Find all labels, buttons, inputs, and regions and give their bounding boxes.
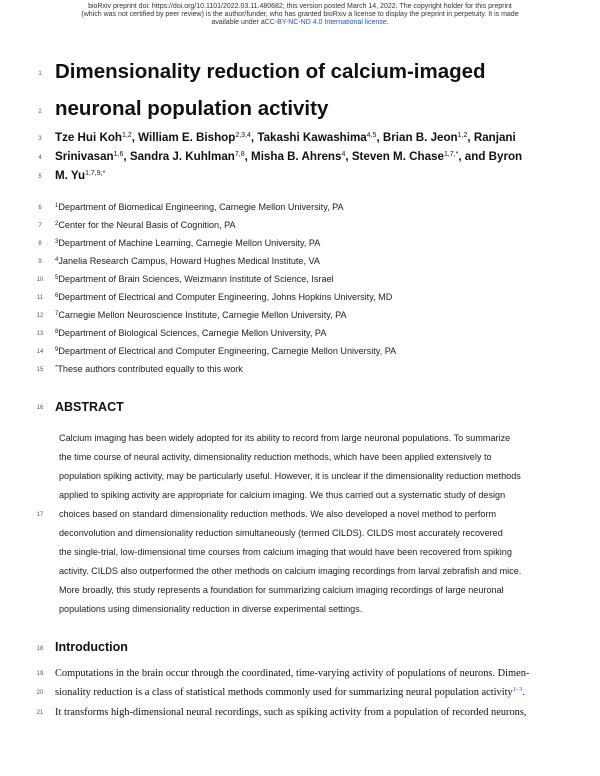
author-name: Misha B. Ahrens — [251, 150, 342, 163]
line-number: 21 — [36, 710, 44, 716]
abstract-line: deconvolution and dimensionality reduction simultaneously (termed CILDS). CILDS most accurately recovered — [59, 528, 503, 538]
author-name: William E. Bishop — [138, 131, 236, 144]
affiliation: $^5$Department of Brain Sciences, Weizmann Institute of Science, Israel — [55, 274, 334, 284]
affiliation: $^8$Department of Biological Sciences, Carnegie Mellon University, PA — [55, 328, 327, 338]
paper-title-line-1: Dimensionality reduction of calcium-imaged — [55, 60, 486, 83]
author-name: Srinivasan — [55, 150, 114, 163]
intro-line: sionality reduction is a class of statistical methods commonly used for summarizing neural population activity$^{1-3}$. — [55, 686, 526, 698]
line-number: 11 — [36, 295, 44, 301]
author-name: Tze Hui Koh — [55, 131, 122, 144]
author-affil-sup: 7,8 — [234, 151, 245, 158]
author-name: Takashi Kawashima — [257, 131, 367, 144]
affiliation: *These authors contributed equally to this work — [55, 364, 243, 374]
intro-line: It transforms high-dimensional neural recordings, such as spiking activity from a population of recorded neurons, — [55, 707, 527, 718]
line-number: 9 — [38, 259, 42, 265]
line-number: 14 — [36, 349, 44, 355]
line-number: 12 — [36, 313, 44, 319]
intro-line: Computations in the brain occur through the coordinated, time-varying activity of populations of neurons. Dimen- — [55, 668, 530, 679]
line-number: 18 — [36, 646, 44, 652]
author-line-1: Tze Hui Koh$^{1,2}$, William E. Bishop$^{2,3,4}$, Takashi Kawashima$^{4,5}$, Brian B. Jeon$^{1,2}$, Ranjani — [55, 131, 516, 144]
author-line-2: Srinivasan$^{1,6}$, Sandra J. Kuhlman$^{7,8}$, Misha B. Ahrens$^4$, Steven M. Chase$^{1,7,*}$, and Byron — [55, 150, 523, 163]
line-number: 16 — [36, 405, 44, 411]
line-number: 7 — [38, 223, 42, 229]
affiliation: $^4$Janelia Research Campus, Howard Hughes Medical Institute, VA — [55, 256, 320, 266]
author-name: Byron — [488, 150, 523, 163]
affiliation: $^6$Department of Electrical and Computer Engineering, Johns Hopkins University, MD — [55, 292, 393, 302]
author-affil-sup: 1,7,* — [443, 151, 459, 158]
line-number: 19 — [36, 671, 44, 677]
affiliation: $^1$Department of Biomedical Engineering, Carnegie Mellon University, PA — [55, 202, 344, 212]
author-name: Brian B. Jeon — [382, 131, 458, 144]
author-affil-sup: 1,2 — [457, 132, 468, 139]
header-line-2: (which was not certified by peer review) is the author/funder, who has granted bioRxiv a license to display the preprint in perpetuity. It is made — [81, 11, 519, 19]
line-number: 10 — [36, 277, 44, 283]
line-number: 2 — [38, 109, 42, 115]
author-name: Sandra J. Kuhlman — [129, 150, 235, 163]
line-number: 8 — [38, 241, 42, 247]
line-number: 5 — [38, 174, 42, 180]
abstract-line: populations using dimensionality reduction in diverse experimental settings. — [59, 604, 363, 614]
line-number: 17 — [36, 512, 44, 518]
license-link[interactable]: CC-BY-NC-ND 4.0 International license — [264, 19, 387, 27]
author-affil-sup: 1,7,9,* — [85, 170, 106, 177]
paper-title-line-2: neuronal population activity — [55, 97, 329, 120]
abstract-line: population spiking activity, may be particularly useful. However, it is unclear if the dimensionality reduction methods — [59, 471, 521, 481]
author-affil-sup: 1,2 — [121, 132, 132, 139]
abstract-line: applied to spiking activity are appropriate for calcium imaging. We thus carried out a systematic study of design — [59, 490, 506, 500]
line-number: 13 — [36, 331, 44, 337]
affiliation: $^7$Carnegie Mellon Neuroscience Institute, Carnegie Mellon University, PA — [55, 310, 347, 320]
citation-link[interactable]: 1–3 — [512, 686, 523, 693]
affiliation: $^2$Center for the Neural Basis of Cognition, PA — [55, 220, 236, 230]
abstract-heading: ABSTRACT — [55, 400, 124, 414]
header-line-3: available under aCC-BY-NC-ND 4.0 International license. — [211, 19, 389, 27]
abstract-line: the time course of neural activity, dimensionality reduction methods, which have been applied extensively to — [59, 452, 492, 462]
line-number: 1 — [38, 71, 42, 77]
author-name: Steven M. Chase — [351, 150, 444, 163]
author-affil-sup: 1,6 — [113, 151, 124, 158]
line-number: 15 — [36, 367, 44, 373]
header-line-1: bioRxiv preprint doi: https://doi.org/10.1101/2022.03.11.480682; this version posted March 14, 2022. The copyright holder for this preprint — [88, 3, 512, 10]
author-affil-sup: 2,3,4 — [235, 132, 251, 139]
preprint-header — [0, 3, 600, 28]
author-line-3 — [55, 169, 105, 182]
author-affil-sup: 4 — [341, 151, 346, 158]
abstract-line: activity. CILDS also outperformed the other methods on calcium imaging recordings from larval zebrafish and mice. — [59, 566, 522, 576]
line-number: 4 — [38, 155, 42, 161]
abstract-line: the single-trial, low-dimensional time courses from calcium imaging that would have been recovered from spiking — [59, 547, 512, 557]
line-number: 20 — [36, 690, 44, 696]
abstract-line: Calcium imaging has been widely adopted for its ability to record from large neuronal populations. To summarize — [59, 433, 511, 443]
introduction-heading: Introduction — [55, 640, 128, 654]
author-name: Ranjani — [473, 131, 516, 144]
author-name: M. Yu — [55, 169, 86, 182]
abstract-line: choices based on standard dimensionality reduction methods. We also developed a novel method to perform — [59, 509, 497, 519]
affiliation: $^3$Department of Machine Learning, Carnegie Mellon University, PA — [55, 238, 321, 248]
author-affil-sup: 4,5 — [366, 132, 377, 139]
line-number: 3 — [38, 136, 42, 142]
line-number: 6 — [38, 205, 42, 211]
abstract-line: More broadly, this study represents a foundation for summarizing calcium imaging recordings of large neuronal — [59, 585, 504, 595]
affiliation: $^9$Department of Electrical and Computer Engineering, Carnegie Mellon University, PA — [55, 346, 397, 356]
